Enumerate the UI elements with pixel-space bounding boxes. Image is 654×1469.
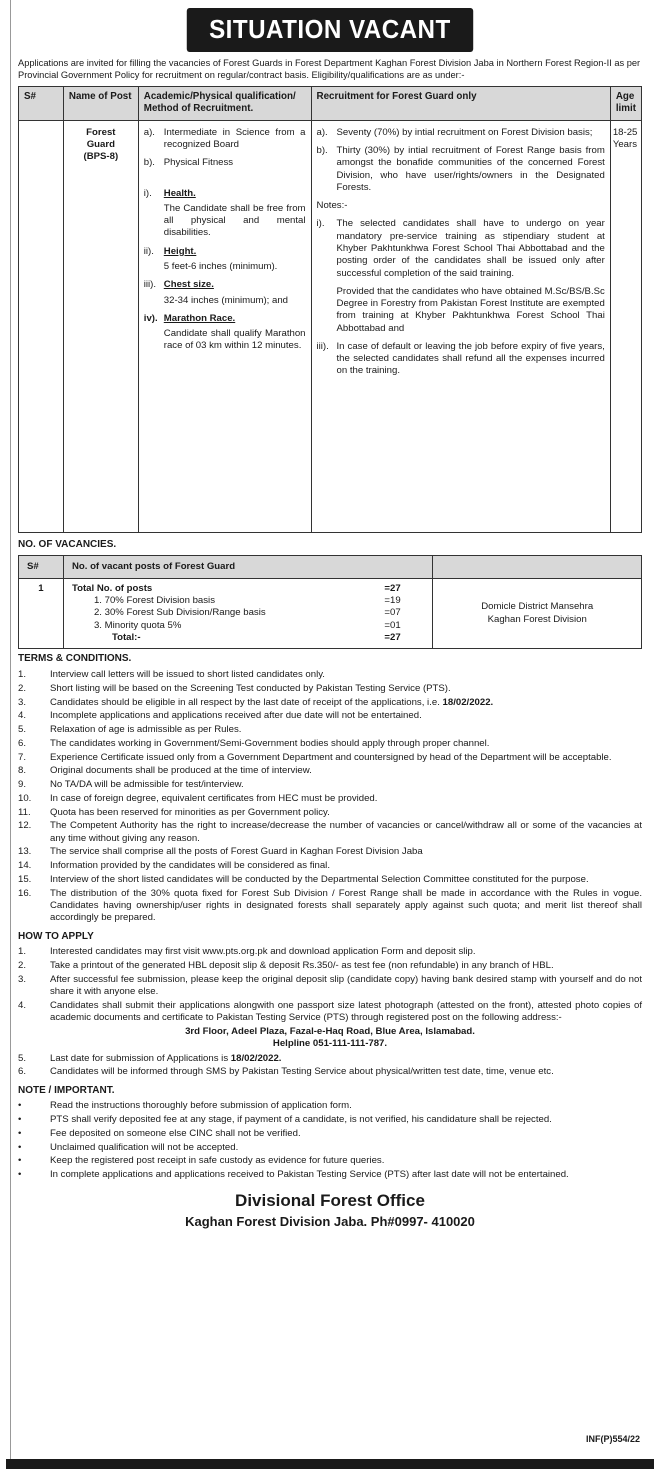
list-text xyxy=(50,820,642,845)
list-text: Read the instructions thoroughly before submission of application form. xyxy=(50,1100,352,1112)
terms-list xyxy=(18,669,642,925)
col-header-blank xyxy=(433,555,642,578)
list-item xyxy=(18,1066,642,1078)
list-heading: Marathon Race. xyxy=(163,312,236,324)
col-header-posts: No. of vacant posts of Forest Guard xyxy=(63,555,432,578)
apply-address: 3rd Floor, Adeel Plaza, Fazal-e-Haq Road, Blue Area, Islamabad. xyxy=(185,1025,475,1037)
left-margin-rule xyxy=(10,0,11,1469)
list-heading: Chest size. xyxy=(163,279,214,291)
list-text: The selected candidates shall have to undergo on year mandatory pre-service training as stipendiary student at Khyber Pakhtunkhwa Forest School Thai Abbottabad and the posting order of the candidates shall be issued only after successful completion of the said training. xyxy=(336,218,605,279)
domicile-line: Kaghan Forest Division xyxy=(487,613,587,625)
list-text: 32-34 inches (minimum); and xyxy=(163,294,289,306)
list-text xyxy=(50,724,642,736)
list-item xyxy=(18,874,642,886)
list-text-body: Quota has been reserved for minorities as per Government policy. xyxy=(50,806,330,818)
apply-list-continued xyxy=(18,1053,642,1079)
list-text xyxy=(50,683,642,695)
total-posts-label: Total No. of posts xyxy=(71,582,153,594)
list-text-body: The candidates working in Government/Semi-Government bodies should apply through proper channel. xyxy=(50,737,490,749)
cell-vacancy-breakdown xyxy=(63,578,432,648)
list-text xyxy=(50,946,642,958)
col-header-sno: S# xyxy=(19,555,64,578)
list-number: • xyxy=(18,1141,22,1153)
list-heading: Height. xyxy=(163,245,197,257)
list-number: 9. xyxy=(18,779,27,791)
vacancy-value: =19 xyxy=(384,595,401,607)
list-text: Fee deposited on someone else CINC shall not be verified. xyxy=(50,1127,301,1139)
list-item xyxy=(317,145,605,194)
list-number: 16. xyxy=(18,887,32,899)
list-item xyxy=(18,807,642,819)
vacancies-table xyxy=(18,555,642,650)
list-number: • xyxy=(18,1127,22,1139)
list-number: 7. xyxy=(18,751,27,763)
list-number: 1. xyxy=(18,669,27,681)
list-marker: iv). xyxy=(143,312,158,324)
apply-helpline: Helpline 051-111-111-787. xyxy=(272,1038,388,1050)
list-marker: ii). xyxy=(143,245,154,257)
list-marker: a). xyxy=(316,126,328,138)
list-marker: iii). xyxy=(143,279,157,291)
list-item xyxy=(18,1000,642,1025)
list-text xyxy=(50,1053,642,1065)
list-item xyxy=(18,752,642,764)
table-row xyxy=(19,120,642,532)
age-unit: Years xyxy=(612,139,638,151)
list-item xyxy=(18,669,642,681)
list-item xyxy=(18,860,642,872)
list-marker: iii). xyxy=(316,340,329,352)
vacancy-row xyxy=(72,620,424,632)
list-item xyxy=(18,710,642,722)
list-text: In complete applications and applications received to Pakistan Testing Service (PTS) after last date will not be entertained. xyxy=(50,1169,569,1181)
terms-heading: TERMS & CONDITIONS. xyxy=(18,653,132,665)
list-item xyxy=(18,738,642,750)
list-text: 5 feet-6 inches (minimum). xyxy=(163,260,278,272)
post-line: Forest xyxy=(86,126,116,138)
list-heading: Health. xyxy=(163,187,196,199)
list-item xyxy=(317,127,605,139)
vacancy-row xyxy=(72,595,424,607)
list-text xyxy=(50,860,642,872)
list-text xyxy=(50,710,642,722)
list-item xyxy=(18,1114,642,1126)
list-text: Intermediate in Science from a recognized Board xyxy=(163,126,306,151)
post-line: (BPS-8) xyxy=(83,151,119,163)
cell-sno: 1 xyxy=(19,578,64,648)
list-text xyxy=(50,807,642,819)
list-text: Thirty (30%) by intial recruitment of Forest Range basis from amongst the bonafide communities of the concerned Forest Division, who have user/rights/owners in the Designated Forests. xyxy=(336,145,605,193)
list-text xyxy=(50,874,642,886)
vacancy-value: =07 xyxy=(384,607,401,619)
list-text-body: Candidates should be eligible in all respect by the last date of receipt of the applications, i.e. xyxy=(50,696,440,708)
list-text xyxy=(50,779,642,791)
list-number: 12. xyxy=(18,820,32,832)
list-number: 5. xyxy=(18,1052,27,1064)
list-text xyxy=(50,765,642,777)
list-number: 3. xyxy=(18,973,27,985)
list-text-body: The distribution of the 30% quota fixed for Forest Sub Division / Forest Range shall be made in accordance with the Rules in vogue. Candidates having ownership/user rights in designated forests shall separately apply against such quota; and merit list thereof shall accordingly be prepared. xyxy=(50,887,642,924)
list-text-body: Short listing will be based on the Screening Test conducted by Pakistan Testing Service (PTS). xyxy=(50,682,451,694)
list-text: Keep the registered post receipt in safe custody as evidence for future queries. xyxy=(50,1155,385,1167)
footer-office: Divisional Forest Office xyxy=(235,1191,425,1211)
notes-label: Notes:- xyxy=(316,200,348,212)
list-text xyxy=(50,888,642,925)
list-text-date: 18/02/2022. xyxy=(442,696,494,708)
list-number: 14. xyxy=(18,860,32,872)
list-item xyxy=(18,974,642,999)
list-number: • xyxy=(18,1100,22,1112)
list-marker: a). xyxy=(143,126,155,138)
table-row xyxy=(19,578,642,648)
apply-list xyxy=(18,946,642,1024)
list-text-date: 18/02/2022. xyxy=(230,1052,282,1064)
list-item xyxy=(144,157,306,169)
list-number: 5. xyxy=(18,724,27,736)
list-text xyxy=(50,793,642,805)
total-posts-row xyxy=(72,583,424,595)
cell-qualification xyxy=(138,120,311,532)
list-item xyxy=(18,1128,642,1140)
list-number: 15. xyxy=(18,874,32,886)
qualification-table xyxy=(18,86,642,533)
title-banner xyxy=(18,4,642,48)
page-title: SITUATION VACANT xyxy=(187,8,473,52)
list-text xyxy=(50,846,642,858)
list-text-body: The service shall comprise all the posts of Forest Guard in Kaghan Forest Division Jaba xyxy=(50,846,423,858)
list-text xyxy=(50,669,642,681)
list-number: 2. xyxy=(18,682,27,694)
cell-recruitment xyxy=(311,120,610,532)
list-item xyxy=(18,683,642,695)
reference-number: INF(P)554/22 xyxy=(585,1434,640,1444)
age-range: 18-25 xyxy=(612,126,638,138)
vacancy-total-label: Total:- xyxy=(111,631,141,643)
bottom-border xyxy=(6,1459,654,1469)
list-item xyxy=(18,765,642,777)
list-number: 10. xyxy=(18,792,32,804)
list-number: 4. xyxy=(18,999,27,1011)
list-number: 11. xyxy=(18,806,31,818)
list-item xyxy=(144,313,306,325)
list-item xyxy=(18,779,642,791)
table-header-row xyxy=(19,555,642,578)
list-number: 1. xyxy=(18,946,27,958)
list-item xyxy=(144,246,306,258)
list-text-body: No TA/DA will be admissible for test/interview. xyxy=(50,779,244,791)
vacancy-value: =01 xyxy=(384,619,401,631)
list-item xyxy=(18,1142,642,1154)
list-text: Seventy (70%) by intial recruitment on Forest Division basis; xyxy=(336,126,593,138)
list-number: 2. xyxy=(18,960,27,972)
list-text-body: Interested candidates may first visit www.pts.org.pk and download application Form and deposit slip. xyxy=(50,946,476,958)
list-item xyxy=(18,846,642,858)
list-text-body: Original documents shall be produced at the time of interview. xyxy=(50,765,312,777)
list-text-body: Take a printout of the generated HBL deposit slip & deposit Rs.350/- as test fee (non refundable) in any branch of HBL. xyxy=(50,960,554,972)
domicile-line: Domicle District Mansehra xyxy=(481,601,594,613)
list-text-body: The Competent Authority has the right to increase/decrease the number of vacancies or cancel/withdraw all or some of the vacancies at any time without giving any reason. xyxy=(50,820,642,844)
list-text-body: Last date for submission of Applications is xyxy=(50,1052,229,1064)
list-item xyxy=(18,1053,642,1065)
list-text-body: Incomplete applications and applications received after due date will not be entertained. xyxy=(50,710,422,722)
list-number: • xyxy=(18,1169,22,1181)
total-posts-value: =27 xyxy=(384,582,401,594)
list-number: 6. xyxy=(18,737,27,749)
list-text-body: Information provided by the candidates will be considered as final. xyxy=(50,860,330,872)
vacancy-label: 1. 70% Forest Division basis xyxy=(93,595,215,607)
list-text: The Candidate shall be free from all physical and mental disabilities. xyxy=(163,202,306,239)
vacancy-label: 3. Minority quota 5% xyxy=(93,619,182,631)
list-number: 13. xyxy=(18,846,32,858)
list-text-body: Interview of the short listed candidates will be conducted by the Departmental Selection Committee constituted for the purpose. xyxy=(50,874,589,886)
list-item xyxy=(18,1155,642,1167)
list-item xyxy=(18,820,642,845)
list-item xyxy=(18,1169,642,1181)
list-text-body: In case of foreign degree, equivalent certificates from HEC must be provided. xyxy=(50,792,378,804)
list-text: Candidate shall qualify Marathon race of 03 km within 12 minutes. xyxy=(163,328,306,352)
cell-post-name xyxy=(63,120,138,532)
list-marker: b). xyxy=(316,145,328,157)
vacancy-row xyxy=(72,607,424,619)
list-item xyxy=(317,218,605,279)
list-item xyxy=(144,127,306,152)
list-item xyxy=(18,1100,642,1112)
table-header-row xyxy=(19,86,642,120)
list-item xyxy=(18,888,642,925)
col-header-qualification: Academic/Physical qualification/ Method of Recruitment. xyxy=(138,86,311,120)
vacancies-heading: NO. OF VACANCIES. xyxy=(18,538,117,550)
list-number: 3. xyxy=(18,696,27,708)
vacancy-total-value: =27 xyxy=(384,631,401,643)
col-header-post: Name of Post xyxy=(63,86,138,120)
cell-domicile xyxy=(433,578,642,648)
list-number: 4. xyxy=(18,710,27,722)
list-item xyxy=(18,946,642,958)
col-header-sno: S# xyxy=(19,86,64,120)
list-number: 6. xyxy=(18,1066,27,1078)
list-text-body: Candidates shall submit their applications alongwith one passport size latest photograph (attested on the front), attested photo copies of academic documents and certificate to Pakistan Testing Service (PTS) through registered post on the following address:- xyxy=(50,999,642,1024)
list-text: Physical Fitness xyxy=(163,157,234,169)
list-item xyxy=(18,793,642,805)
cell-age xyxy=(610,120,641,532)
list-text xyxy=(50,1066,642,1078)
list-marker: b). xyxy=(143,157,155,169)
list-text xyxy=(50,752,642,764)
intro-paragraph: Applications are invited for filling the vacancies of Forest Guards in Forest Department Kaghan Forest Division Jaba in Northern Forest Region-II as per Provincial Government Policy for recruitment on regular/contract basis. Eligibility/qualifications are as under:- xyxy=(18,58,641,80)
list-number: 8. xyxy=(18,765,27,777)
list-item xyxy=(317,341,605,378)
vacancy-total-row xyxy=(72,632,424,644)
list-text-body: Relaxation of age is admissible as per Rules. xyxy=(50,724,242,736)
notes-list xyxy=(18,1100,642,1181)
post-line: Guard xyxy=(86,139,115,151)
list-text xyxy=(50,697,642,709)
list-text-body: After successful fee submission, please keep the original deposit slip (candidate copy) having bank desired stamp with yourself and do not share it with anyone else. xyxy=(50,973,642,998)
list-text: Provided that the candidates who have obtained M.Sc/BS/B.Sc Degree in Forestry from Pakistan Forest Institute are exempted from training at Khyber Pakhtunkhwa Forest School Thai Abbottabad and xyxy=(336,285,605,334)
vacancy-label: 2. 30% Forest Sub Division/Range basis xyxy=(93,607,266,619)
list-item xyxy=(144,279,306,291)
list-item xyxy=(18,697,642,709)
footer-address: Kaghan Forest Division Jaba. Ph#0997- 410020 xyxy=(185,1214,475,1230)
list-number: • xyxy=(18,1155,22,1167)
list-text xyxy=(50,738,642,750)
list-text-body: Experience Certificate issued only from a Government Department and countersigned by head of the Department will be acceptable. xyxy=(50,751,612,763)
col-header-recruitment: Recruitment for Forest Guard only xyxy=(311,86,610,120)
list-item xyxy=(18,960,642,972)
list-marker: i). xyxy=(316,218,325,230)
notes-heading: NOTE / IMPORTANT. xyxy=(18,1084,115,1096)
list-number: • xyxy=(18,1114,22,1126)
list-item xyxy=(18,724,642,736)
col-header-age: Age limit xyxy=(610,86,641,120)
list-item xyxy=(144,188,306,200)
list-text: In case of default or leaving the job before expiry of five years, the selected candidates shall refund all the expenses incurred on the training. xyxy=(336,340,605,377)
apply-heading: HOW TO APPLY xyxy=(18,930,94,942)
list-text xyxy=(50,974,642,999)
list-text-body: Candidates will be informed through SMS by Pakistan Testing Service about physical/written test date, time, venue etc. xyxy=(50,1066,554,1078)
list-marker: i). xyxy=(143,187,152,199)
cell-sno xyxy=(19,120,64,532)
list-text xyxy=(50,1000,642,1025)
list-text-body: Interview call letters will be issued to short listed candidates only. xyxy=(50,669,325,681)
list-text xyxy=(50,960,642,972)
list-text: PTS shall verify deposited fee at any stage, if payment of a candidate, is not verified, his candidature shall be rejected. xyxy=(50,1114,552,1126)
list-text: Unclaimed qualification will not be accepted. xyxy=(50,1141,239,1153)
